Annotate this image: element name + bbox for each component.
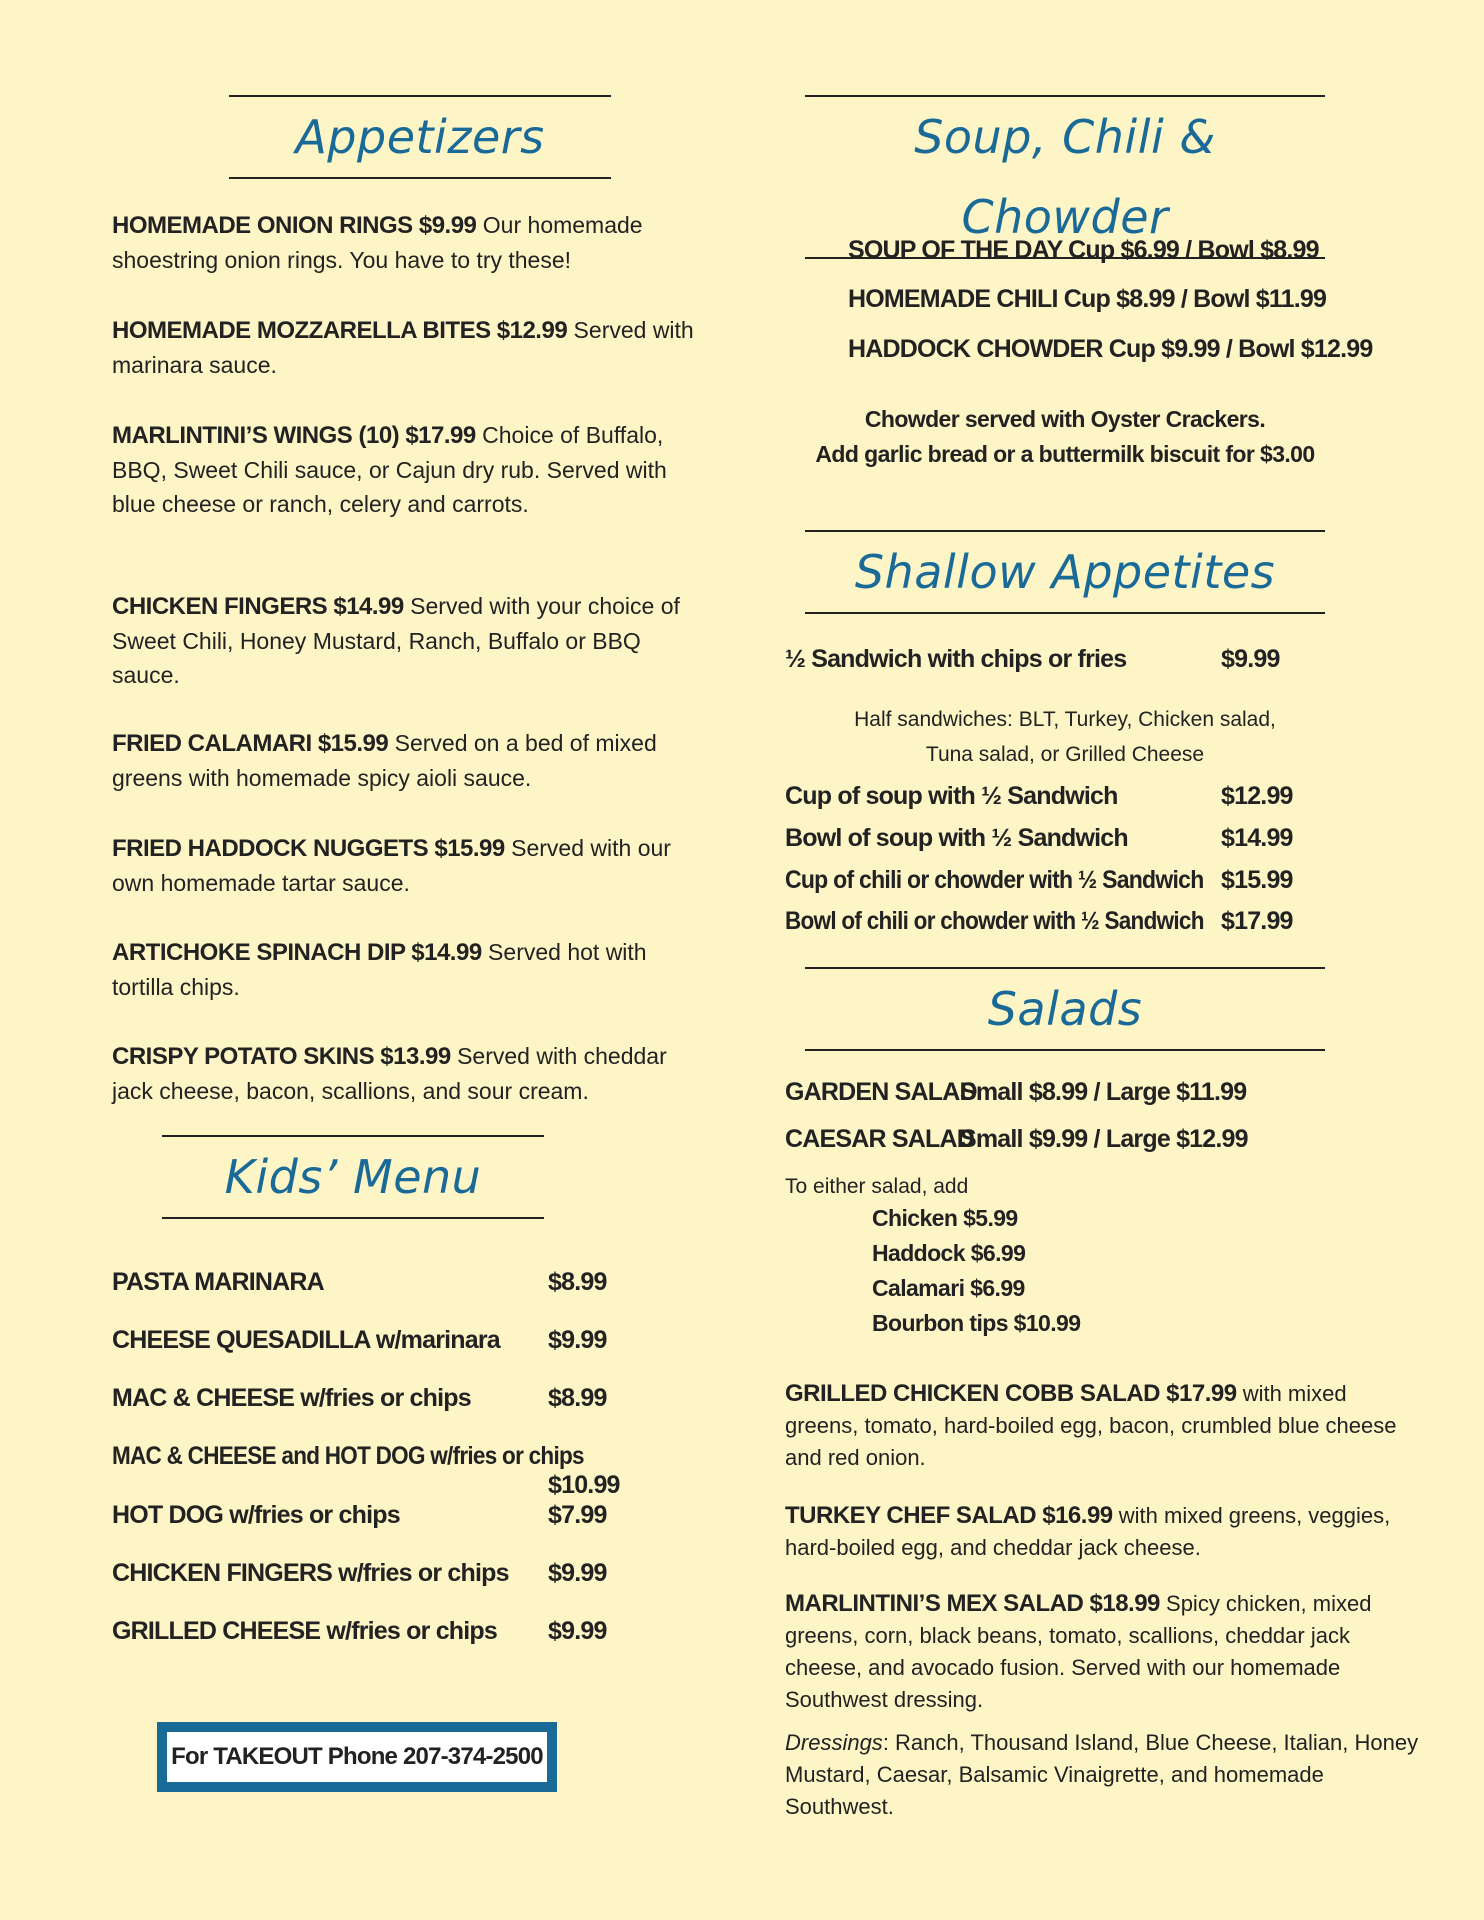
item-name: CHICKEN FINGERS $14.99 xyxy=(112,593,404,620)
item-name: CHEESE QUESADILLA w/marinara xyxy=(112,1326,500,1354)
soup-note xyxy=(805,402,1325,472)
list-item xyxy=(112,1617,612,1646)
note-line: Add garlic bread or a buttermilk biscuit for $3.00 xyxy=(815,441,1315,467)
list-item xyxy=(112,935,697,1004)
item-name: FRIED CALAMARI $15.99 xyxy=(112,730,389,757)
divider xyxy=(162,1217,544,1219)
item-name: CHICKEN FINGERS w/fries or chips xyxy=(112,1559,509,1587)
item-price: $8.99 xyxy=(548,1384,607,1412)
list-item xyxy=(785,866,1295,895)
list-item xyxy=(785,1078,1285,1107)
item-name: MAC & CHEESE and HOT DOG w/fries or chips xyxy=(112,1442,584,1470)
section-title: Shallow Appetites xyxy=(854,545,1276,599)
salads-heading xyxy=(805,967,1325,1051)
list-item xyxy=(785,1500,1425,1564)
list-item xyxy=(112,1039,697,1108)
item-price: $15.99 xyxy=(1221,866,1293,894)
list-item xyxy=(112,1501,612,1530)
item-name: GARDEN SALAD xyxy=(785,1078,977,1106)
addon-item: Calamari $6.99 xyxy=(872,1275,1025,1301)
kids-menu-heading xyxy=(162,1135,544,1219)
item-name: TURKEY CHEF SALAD $16.99 xyxy=(785,1502,1113,1529)
item-price: Small $8.99 / Large $11.99 xyxy=(960,1078,1247,1106)
item-name: HOMEMADE MOZZARELLA BITES $12.99 xyxy=(112,317,568,344)
item-desc: Our homemade shoestring onion rings. You have to try these! xyxy=(112,212,643,273)
divider xyxy=(229,177,611,179)
item-name: Cup of soup with ½ Sandwich xyxy=(785,782,1118,810)
section-title: Soup, Chili & Chowder xyxy=(914,110,1216,244)
takeout-phone-box xyxy=(157,1722,557,1792)
divider xyxy=(805,612,1325,614)
item-price: $12.99 xyxy=(1221,782,1293,810)
shallow-appetites-heading xyxy=(805,530,1325,614)
note-line: Tuna salad, or Grilled Cheese xyxy=(925,743,1205,766)
note-line: Chowder served with Oyster Crackers. xyxy=(864,406,1266,432)
item-price: $9.99 xyxy=(548,1326,607,1354)
item-price: $10.99 xyxy=(548,1471,620,1499)
list-item: HADDOCK CHOWDER Cup $9.99 / Bowl $12.99 xyxy=(848,335,1373,363)
list-item xyxy=(785,907,1295,936)
dressings-note xyxy=(785,1727,1425,1823)
item-name: Cup of chili or chowder with ½ Sandwich xyxy=(785,866,1204,894)
item-name: ½ Sandwich with chips or fries xyxy=(785,645,1127,673)
dressings-text: : Ranch, Thousand Island, Blue Cheese, Italian, Honey Mustard, Caesar, Balsamic Vinaigrette, and homemade Southwest. xyxy=(785,1730,1419,1819)
item-name: FRIED HADDOCK NUGGETS $15.99 xyxy=(112,835,505,862)
item-name: HOT DOG w/fries or chips xyxy=(112,1501,400,1529)
item-name: MARLINTINI’S MEX SALAD $18.99 xyxy=(785,1590,1160,1617)
list-item xyxy=(112,208,697,277)
sandwich-note xyxy=(805,702,1325,772)
item-desc: with mixed greens, veggies, hard-boiled egg, and cheddar jack cheese. xyxy=(785,1503,1391,1560)
addon-item: Haddock $6.99 xyxy=(872,1240,1026,1266)
takeout-phone-text: For TAKEOUT Phone 207-374-2500 xyxy=(167,1732,547,1782)
list-item xyxy=(112,1384,612,1413)
item-desc: Served with your choice of Sweet Chili, Honey Mustard, Ranch, Buffalo or BBQ sauce. xyxy=(112,593,680,688)
item-price: $17.99 xyxy=(1221,907,1293,935)
list-item xyxy=(785,1378,1425,1474)
section-title: Appetizers xyxy=(295,110,545,164)
item-name: Bowl of chili or chowder with ½ Sandwich xyxy=(785,907,1204,935)
addon-item: Chicken $5.99 xyxy=(872,1205,1018,1231)
section-title: Kids’ Menu xyxy=(224,1150,482,1204)
soup-heading xyxy=(805,95,1325,259)
item-name: PASTA MARINARA xyxy=(112,1268,324,1296)
list-item: SOUP OF THE DAY Cup $6.99 / Bowl $8.99 xyxy=(848,236,1319,264)
list-item xyxy=(112,1442,632,1499)
item-name: ARTICHOKE SPINACH DIP $14.99 xyxy=(112,939,482,966)
item-desc: Served with marinara sauce. xyxy=(112,317,694,378)
item-price: $7.99 xyxy=(548,1501,607,1529)
item-desc: Served with cheddar jack cheese, bacon, scallions, and sour cream. xyxy=(112,1043,667,1104)
dressings-label: Dressings xyxy=(785,1730,883,1755)
list-item xyxy=(112,418,672,521)
section-title: Salads xyxy=(987,982,1143,1036)
list-item xyxy=(112,589,697,692)
item-name: MAC & CHEESE w/fries or chips xyxy=(112,1384,471,1412)
addon-label: To either salad, add xyxy=(785,1175,969,1198)
list-item xyxy=(112,831,697,900)
appetizers-heading xyxy=(229,95,611,179)
addon-item: Bourbon tips $10.99 xyxy=(872,1310,1081,1336)
item-price: Small $9.99 / Large $12.99 xyxy=(960,1125,1248,1153)
list-item xyxy=(785,1125,1285,1154)
item-price: $9.99 xyxy=(548,1617,607,1645)
item-desc: Served hot with tortilla chips. xyxy=(112,939,647,1000)
item-name: CRISPY POTATO SKINS $13.99 xyxy=(112,1043,451,1070)
item-name: CAESAR SALAD xyxy=(785,1125,975,1153)
divider xyxy=(805,1049,1325,1051)
list-item xyxy=(112,1268,612,1297)
list-item: HOMEMADE CHILI Cup $8.99 / Bowl $11.99 xyxy=(848,285,1327,313)
item-name: HOMEMADE ONION RINGS $9.99 xyxy=(112,212,477,239)
item-name: GRILLED CHEESE w/fries or chips xyxy=(112,1617,498,1645)
list-item xyxy=(112,1559,612,1588)
item-price: $9.99 xyxy=(548,1559,607,1587)
item-desc: Served on a bed of mixed greens with homemade spicy aioli sauce. xyxy=(112,730,657,791)
item-price: $8.99 xyxy=(548,1268,607,1296)
list-item xyxy=(112,726,697,795)
list-item xyxy=(785,1588,1425,1716)
list-item xyxy=(785,782,1295,811)
item-name: Bowl of soup with ½ Sandwich xyxy=(785,824,1128,852)
item-desc: Choice of Buffalo, BBQ, Sweet Chili sauce, or Cajun dry rub. Served with blue cheese or ranch, celery and carrots. xyxy=(112,422,667,517)
addon-list xyxy=(872,1201,1080,1341)
item-desc: Served with our own homemade tartar sauce. xyxy=(112,835,671,896)
list-item xyxy=(112,313,697,382)
item-desc: Spicy chicken, mixed greens, corn, black beans, tomato, scallions, cheddar jack cheese, and avocado fusion. Served with our homemade Southwest dressing. xyxy=(785,1591,1372,1712)
note-line: Half sandwiches: BLT, Turkey, Chicken salad, xyxy=(854,708,1276,731)
item-price: $9.99 xyxy=(1221,645,1280,673)
list-item xyxy=(112,1326,612,1355)
item-name: GRILLED CHICKEN COBB SALAD $17.99 xyxy=(785,1380,1237,1407)
item-name: MARLINTINI’S WINGS (10) $17.99 xyxy=(112,422,476,449)
item-price: $14.99 xyxy=(1221,824,1293,852)
item-desc: with mixed greens, tomato, hard-boiled egg, bacon, crumbled blue cheese and red onion. xyxy=(785,1381,1397,1470)
list-item xyxy=(785,645,1285,674)
list-item xyxy=(785,824,1295,853)
